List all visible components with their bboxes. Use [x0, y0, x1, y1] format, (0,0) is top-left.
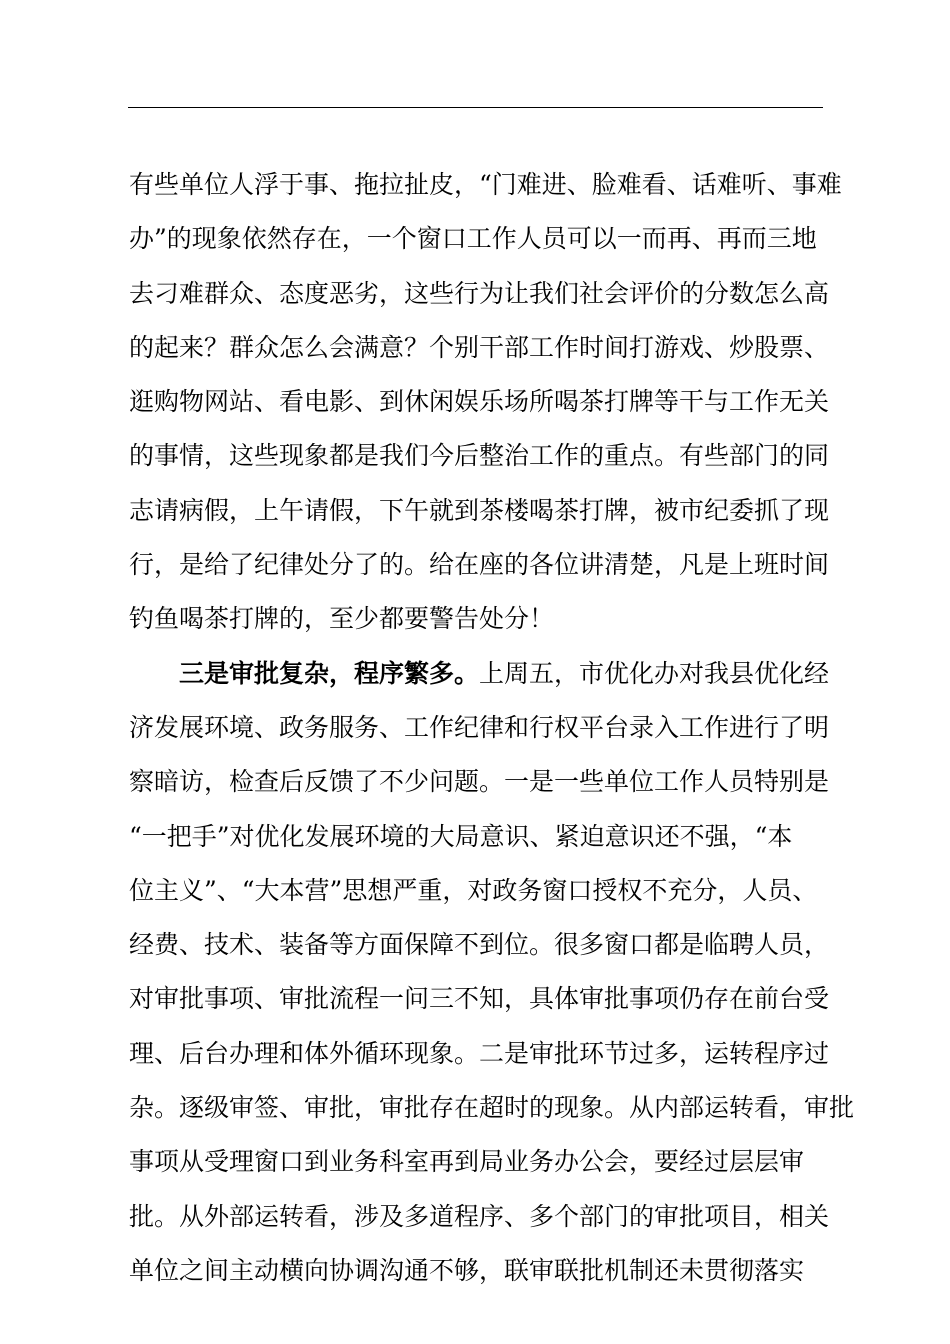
document-body: [129, 158, 855, 1298]
text-line: 对审批事项、审批流程一问三不知，具体审批事项仍存在前台受: [129, 984, 830, 1014]
text-line: 志请病假，上午请假，下午就到茶楼喝茶打牌，被市纪委抓了现: [129, 495, 830, 525]
text-line: 的事情，这些现象都是我们今后整治工作的重点。有些部门的同: [129, 441, 830, 471]
paragraph-1: [129, 158, 842, 647]
text-line: 行，是给了纪律处分了的。给在座的各位讲清楚，凡是上班时间: [129, 550, 830, 580]
text-line: 办”的现象依然存在，一个窗口工作人员可以一而再、再而三地: [129, 224, 817, 254]
text-line: 经费、技术、装备等方面保障不到位。很多窗口都是临聘人员，: [129, 930, 830, 960]
text-line: “一把手”对优化发展环境的大局意识、紧迫意识还不强，“本: [129, 821, 793, 851]
text-line: 的起来？群众怎么会满意？个别干部工作时间打游戏、炒股票、: [129, 332, 830, 362]
text-line: 有些单位人浮于事、拖拉扯皮，“门难进、脸难看、话难听、事难: [129, 170, 842, 199]
text-line: 逛购物网站、看电影、到休闲娱乐场所喝茶打牌等干与工作无关: [129, 387, 830, 417]
text-line: 济发展环境、政务服务、工作纪律和行权平台录入工作进行了明: [129, 712, 830, 742]
text-line: 位主义”、“大本营”思想严重，对政务窗口授权不充分，人员、: [129, 875, 818, 905]
text-line: 批。从外部运转看，涉及多道程序、多个部门的审批项目，相关: [129, 1201, 830, 1231]
text-line: 杂。逐级审签、审批，审批存在超时的现象。从内部运转看，审批: [129, 1093, 855, 1123]
text-line: 事项从受理窗口到业务科室再到局业务办公会，要经过层层审: [129, 1147, 805, 1177]
text-line: 钓鱼喝茶打牌的，至少都要警告处分！: [129, 604, 555, 634]
text-line: 去刁难群众、态度恶劣，这些行为让我们社会评价的分数怎么高: [129, 278, 830, 308]
paragraph-2-first-line-text: 上周五，市优化办对我县优化经: [479, 658, 830, 688]
paragraph-2-heading: 三是审批复杂，程序繁多。: [179, 658, 480, 688]
paragraph-2-first-line: [129, 647, 829, 701]
header-rule: [128, 107, 823, 108]
text-line: 察暗访，检查后反馈了不少问题。一是一些单位工作人员特别是: [129, 767, 830, 797]
text-line: 理、后台办理和体外循环现象。二是审批环节过多，运转程序过: [129, 1038, 830, 1068]
text-line: 单位之间主动横向协调沟通不够，联审联批机制还未贯彻落实: [129, 1255, 805, 1285]
paragraph-2: [129, 647, 855, 1299]
